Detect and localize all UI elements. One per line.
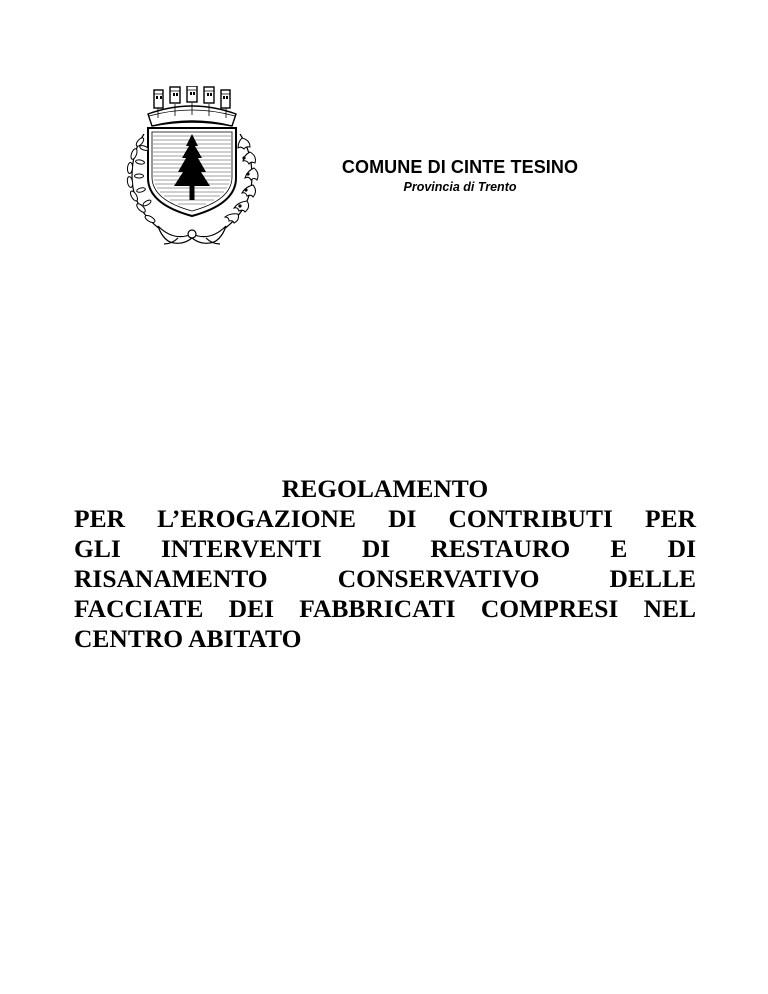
title-line-4: FACCIATE DEI FABBRICATI COMPRESI NEL [74, 594, 696, 623]
title-line-5: CENTRO ABITATO [74, 624, 302, 653]
municipality-name: COMUNE DI CINTE TESINO [341, 157, 579, 177]
coat-of-arms-icon [118, 86, 266, 246]
document-header [300, 156, 620, 195]
province-name: Provincia di Trento [403, 180, 517, 194]
title-line-3: RISANAMENTO CONSERVATIVO DELLE [74, 564, 696, 593]
title-main: REGOLAMENTO [281, 474, 489, 503]
title-line-2: GLI INTERVENTI DI RESTAURO E DI [74, 534, 696, 563]
title-line-1: PER L’EROGAZIONE DI CONTRIBUTI PER [74, 504, 696, 533]
document-title [74, 474, 696, 654]
